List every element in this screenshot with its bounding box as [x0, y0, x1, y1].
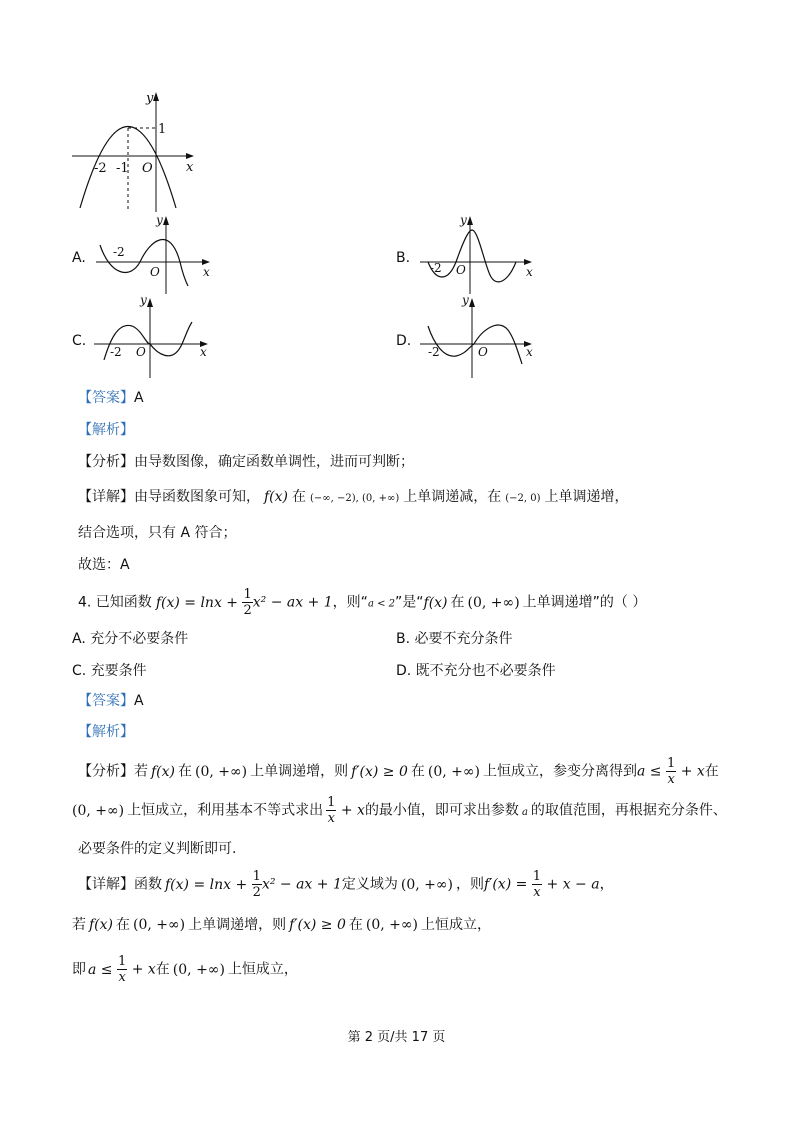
- option-a-letter: A.: [72, 250, 86, 266]
- q3-line2: 结合选项，只有 A 符合；: [78, 525, 237, 541]
- page-footer: 第 2 页/共 17 页: [347, 1030, 446, 1045]
- option-a-graph: [90, 208, 215, 298]
- q4-func-left: f(x) = lnx +: [155, 594, 243, 611]
- svg-text:x: x: [200, 345, 207, 359]
- svg-text:O: O: [150, 265, 160, 279]
- q3-choose: 故选：A: [78, 557, 130, 573]
- fenxi-tag: 【分析】: [78, 454, 134, 470]
- option-d-curve: [428, 325, 522, 364]
- q4-option-c[interactable]: C. 充要条件: [72, 663, 147, 679]
- xiangjie-tag: 【详解】: [78, 489, 134, 505]
- q4-cond: a < 2: [367, 598, 395, 610]
- q4-fenxi-line-3: 必要条件的定义判断即可.: [78, 841, 237, 857]
- option-d-letter: D.: [396, 333, 412, 349]
- q4-interval: (0, +∞): [467, 594, 520, 611]
- svg-text:x: x: [526, 345, 533, 359]
- svg-text:O: O: [456, 263, 466, 277]
- q3-jiexi-tag: 【解析】: [78, 422, 134, 438]
- q4-xiangjie-line-3: 即 a ≤ $\frac{1}{x}$ + x在 (0, +∞) 上恒成立，: [72, 954, 298, 985]
- q4-jiexi-tag: 【解析】: [78, 724, 134, 740]
- xiangjie-text-3: 上单调递减，在: [403, 489, 502, 505]
- option-c-letter: C.: [72, 333, 87, 349]
- answer-tag: 【答案】: [78, 390, 134, 406]
- svg-text:x: x: [526, 265, 533, 279]
- svg-text:y: y: [156, 213, 163, 227]
- x-label: x: [186, 160, 194, 175]
- interval-increase: (−2, 0): [505, 493, 541, 504]
- svg-text:-2: -2: [428, 345, 440, 359]
- svg-text:-2: -2: [430, 261, 442, 275]
- answer-value: A: [134, 693, 144, 709]
- xiangjie-text-4: 上单调递增，: [544, 489, 629, 505]
- q4-frac-half: $\frac{1}{2}$: [243, 587, 252, 618]
- svg-text:y: y: [140, 293, 147, 307]
- fenxi-text: 由导数图像，确定函数单调性，进而可判断；: [134, 454, 414, 470]
- q4-option-a[interactable]: A. 充分不必要条件: [72, 631, 189, 647]
- q4-number: 4. 已知函数: [78, 594, 152, 611]
- q4-fenxi-line-2: (0, +∞) 上恒成立，利用基本不等式求出 $\frac{1}{x}$ + x的最小值，即可求出参数 a 的取值范围，再根据充分条件、: [72, 795, 727, 826]
- q4-mid: ，则“: [332, 594, 368, 611]
- q3-xiangjie-line: [78, 486, 628, 506]
- x-axis-arrow: [186, 153, 194, 159]
- q4-answer-line: [78, 690, 144, 710]
- neg2-label: -2: [94, 161, 107, 176]
- q4-stem: [78, 588, 646, 617]
- svg-text:-2: -2: [110, 345, 122, 359]
- fx-expr: f(x): [264, 489, 289, 505]
- q4-tail: 上单调递增”的（ ）: [522, 594, 647, 611]
- option-d-graph: [414, 290, 544, 382]
- q4-func-right: x² − ax + 1: [252, 594, 333, 611]
- origin-label: O: [142, 161, 153, 176]
- option-b-graph: [414, 208, 544, 298]
- q4-fx: f(x): [423, 594, 448, 611]
- svg-text:x: x: [203, 265, 210, 279]
- svg-text:O: O: [136, 345, 146, 359]
- xiangjie-text-1: 由导函数图象可知，: [134, 489, 260, 505]
- q4-zai: 在: [450, 594, 465, 611]
- q3-fenxi-line: [78, 451, 414, 471]
- y-label: y: [146, 91, 154, 106]
- one-label: 1: [158, 122, 167, 137]
- q4-xiangjie-line-1: 【详解】函数 f(x) = lnx + $\frac{1}{2}$ x² − ax + 1定义域为 (0, +∞) ，则f′(x) = $\frac{1}{x}$ + x − a，: [78, 869, 614, 900]
- y-axis-arrow: [153, 92, 159, 101]
- q4-mid2: ”是“: [395, 594, 424, 611]
- q4-fenxi-line-1: 【分析】若 f(x) 在 (0, +∞) 上单调递增，则 f′(x) ≥ 0 在 (0, +∞) 上恒成立，参变分离得到a ≤ $\frac{1}{x}$ + x在: [78, 756, 719, 787]
- derivative-graph: [60, 86, 210, 214]
- answer-value: A: [134, 390, 144, 406]
- q3-answer-line: [78, 387, 144, 407]
- option-c-graph: [90, 290, 215, 382]
- neg1-label: -1: [116, 161, 129, 176]
- q4-option-b[interactable]: B. 必要不充分条件: [396, 631, 513, 647]
- q4-xiangjie-line-2: 若 f(x) 在 (0, +∞) 上单调递增，则 f′(x) ≥ 0 在 (0, +∞) 上恒成立，: [72, 917, 491, 933]
- svg-text:O: O: [478, 345, 488, 359]
- xiangjie-text-2: 在: [292, 489, 307, 505]
- option-b-letter: B.: [396, 250, 411, 266]
- svg-text:y: y: [460, 213, 467, 227]
- answer-tag: 【答案】: [78, 693, 134, 709]
- q4-option-d[interactable]: D. 既不充分也不必要条件: [396, 663, 556, 679]
- svg-text:y: y: [462, 293, 469, 307]
- svg-text:-2: -2: [113, 245, 125, 259]
- interval-decrease: (−∞, −2), (0, +∞): [310, 493, 400, 504]
